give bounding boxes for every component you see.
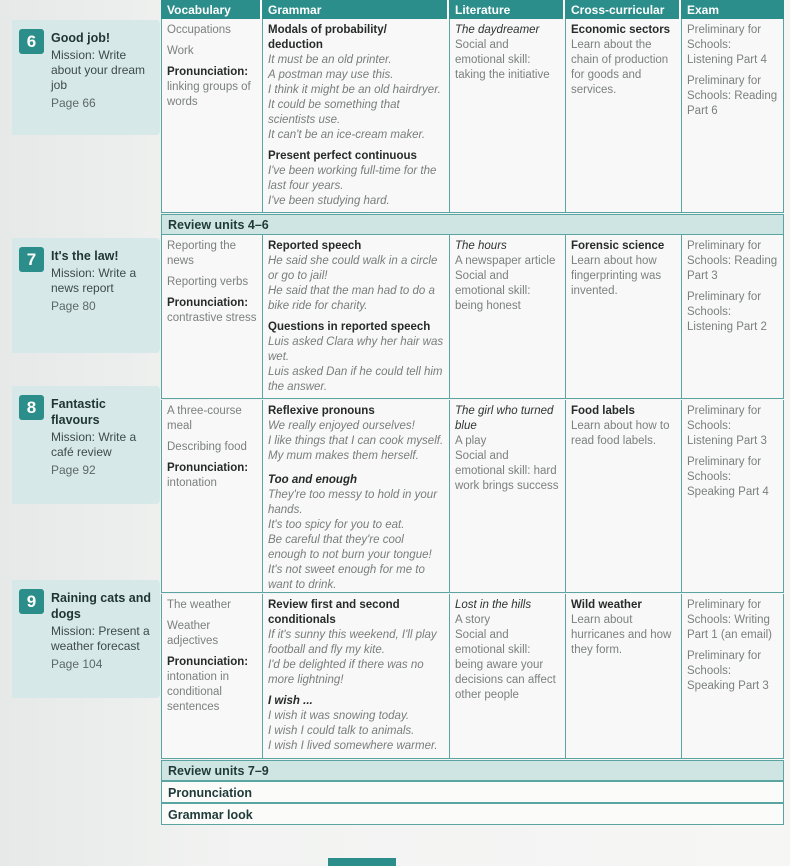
unit-8-number: 8 — [19, 395, 44, 420]
unit-9-title: Raining cats and dogs — [51, 591, 152, 621]
unit-6-vocabulary: Occupations Work Pronunciation: linking groups of words — [161, 19, 262, 212]
unit-9-card — [12, 580, 160, 698]
review-units-4-6: Review units 4–6 — [161, 214, 784, 235]
header-literature: Literature — [449, 0, 565, 19]
unit-7-literature: The hours A newspaper article Social and emotional skill: being honest — [449, 235, 565, 398]
footer-tab — [328, 858, 396, 866]
unit-9-mission: Mission: Present a weather forecast — [51, 624, 150, 653]
unit-9-row — [161, 594, 784, 759]
unit-7-vocabulary: Reporting the news Reporting verbs Pronunciation: contrastive stress — [161, 235, 262, 398]
unit-6-literature: The daydreamer Social and emotional skill: taking the initiative — [449, 19, 565, 212]
unit-9-number: 9 — [19, 589, 44, 614]
unit-8-exam: Preliminary for Schools: Listening Part 3 Preliminary for Schools: Speaking Part 4 — [681, 400, 784, 592]
pronunciation-section: Pronunciation — [161, 781, 784, 803]
unit-9-cross-curricular: Wild weather Learn about hurricanes and how they form. — [565, 594, 681, 758]
unit-7-card — [12, 238, 160, 353]
unit-7-page: Page 80 — [51, 299, 96, 313]
unit-6-page: Page 66 — [51, 96, 96, 110]
unit-8-cross-curricular: Food labels Learn about how to read food labels. — [565, 400, 681, 592]
unit-6-grammar: Modals of probability/ deduction It must be an old printer. A postman may use this. I think it might be an old hairdryer. It could be something that scientists use. It can't be an ice-cream maker. Present perfect continuous I've been working full-time for the last four years. I've been studying hard. — [262, 19, 449, 212]
unit-8-literature: The girl who turned blue A play Social and emotional skill: hard work brings success — [449, 400, 565, 592]
unit-8-vocabulary: A three-course meal Describing food Pronunciation: intonation — [161, 400, 262, 592]
unit-6-exam: Preliminary for Schools: Listening Part 4 Preliminary for Schools: Reading Part 6 — [681, 19, 784, 212]
unit-6-title: Good job! — [51, 31, 111, 45]
unit-9-page: Page 104 — [51, 657, 103, 671]
unit-8-row — [161, 400, 784, 593]
review-units-7-9: Review units 7–9 — [161, 760, 784, 781]
unit-6-card — [12, 20, 160, 135]
unit-9-grammar: Review first and second conditionals If it's sunny this weekend, I'll play football and fly my kite. I'd be delighted if there was no more lightning! I wish ... I wish it was snowing today. I wish I could talk to animals. I wish I lived somewhere warmer. — [262, 594, 449, 758]
unit-9-exam: Preliminary for Schools: Writing Part 1 (an email) Preliminary for Schools: Speaking Part 3 — [681, 594, 784, 758]
grammar-look-section: Grammar look — [161, 803, 784, 825]
unit-6-mission: Mission: Write about your dream job — [51, 48, 146, 92]
header-vocabulary: Vocabulary — [161, 0, 262, 19]
header-grammar: Grammar — [262, 0, 449, 19]
header-cross-curricular: Cross-curricular — [565, 0, 681, 19]
unit-7-row — [161, 235, 784, 399]
unit-6-number: 6 — [19, 29, 44, 54]
header-exam: Exam — [681, 0, 784, 19]
unit-8-card — [12, 386, 160, 504]
unit-9-literature: Lost in the hills A story Social and emotional skill: being aware your decisions can affect other people — [449, 594, 565, 758]
unit-7-grammar: Reported speech He said she could walk in a circle or go to jail! He said that the man had to do a bike ride for charity. Questions in reported speech Luis asked Clara why her hair was wet. Luis asked Dan if he could tell him the answer. — [262, 235, 449, 398]
unit-8-title: Fantastic flavours — [51, 397, 106, 427]
unit-7-mission: Mission: Write a news report — [51, 266, 137, 295]
unit-8-mission: Mission: Write a café review — [51, 430, 137, 459]
unit-7-cross-curricular: Forensic science Learn about how fingerprinting was invented. — [565, 235, 681, 398]
unit-9-vocabulary: The weather Weather adjectives Pronunciation: intonation in conditional sentences — [161, 594, 262, 758]
unit-7-exam: Preliminary for Schools: Reading Part 3 Preliminary for Schools: Listening Part 2 — [681, 235, 784, 398]
unit-6-cross-curricular: Economic sectors Learn about the chain of production for goods and services. — [565, 19, 681, 212]
unit-6-row — [161, 19, 784, 213]
unit-8-grammar: Reflexive pronouns We really enjoyed ourselves! I like things that I can cook myself. My mum makes them herself. Too and enough They're too messy to hold in your hands. It's too spicy for you to eat. Be careful that they're cool enough to not burn your tongue! It's not sweet enough for me to want to drink. — [262, 400, 449, 592]
unit-8-page: Page 92 — [51, 463, 96, 477]
unit-7-number: 7 — [19, 247, 44, 272]
unit-7-title: It's the law! — [51, 249, 119, 263]
